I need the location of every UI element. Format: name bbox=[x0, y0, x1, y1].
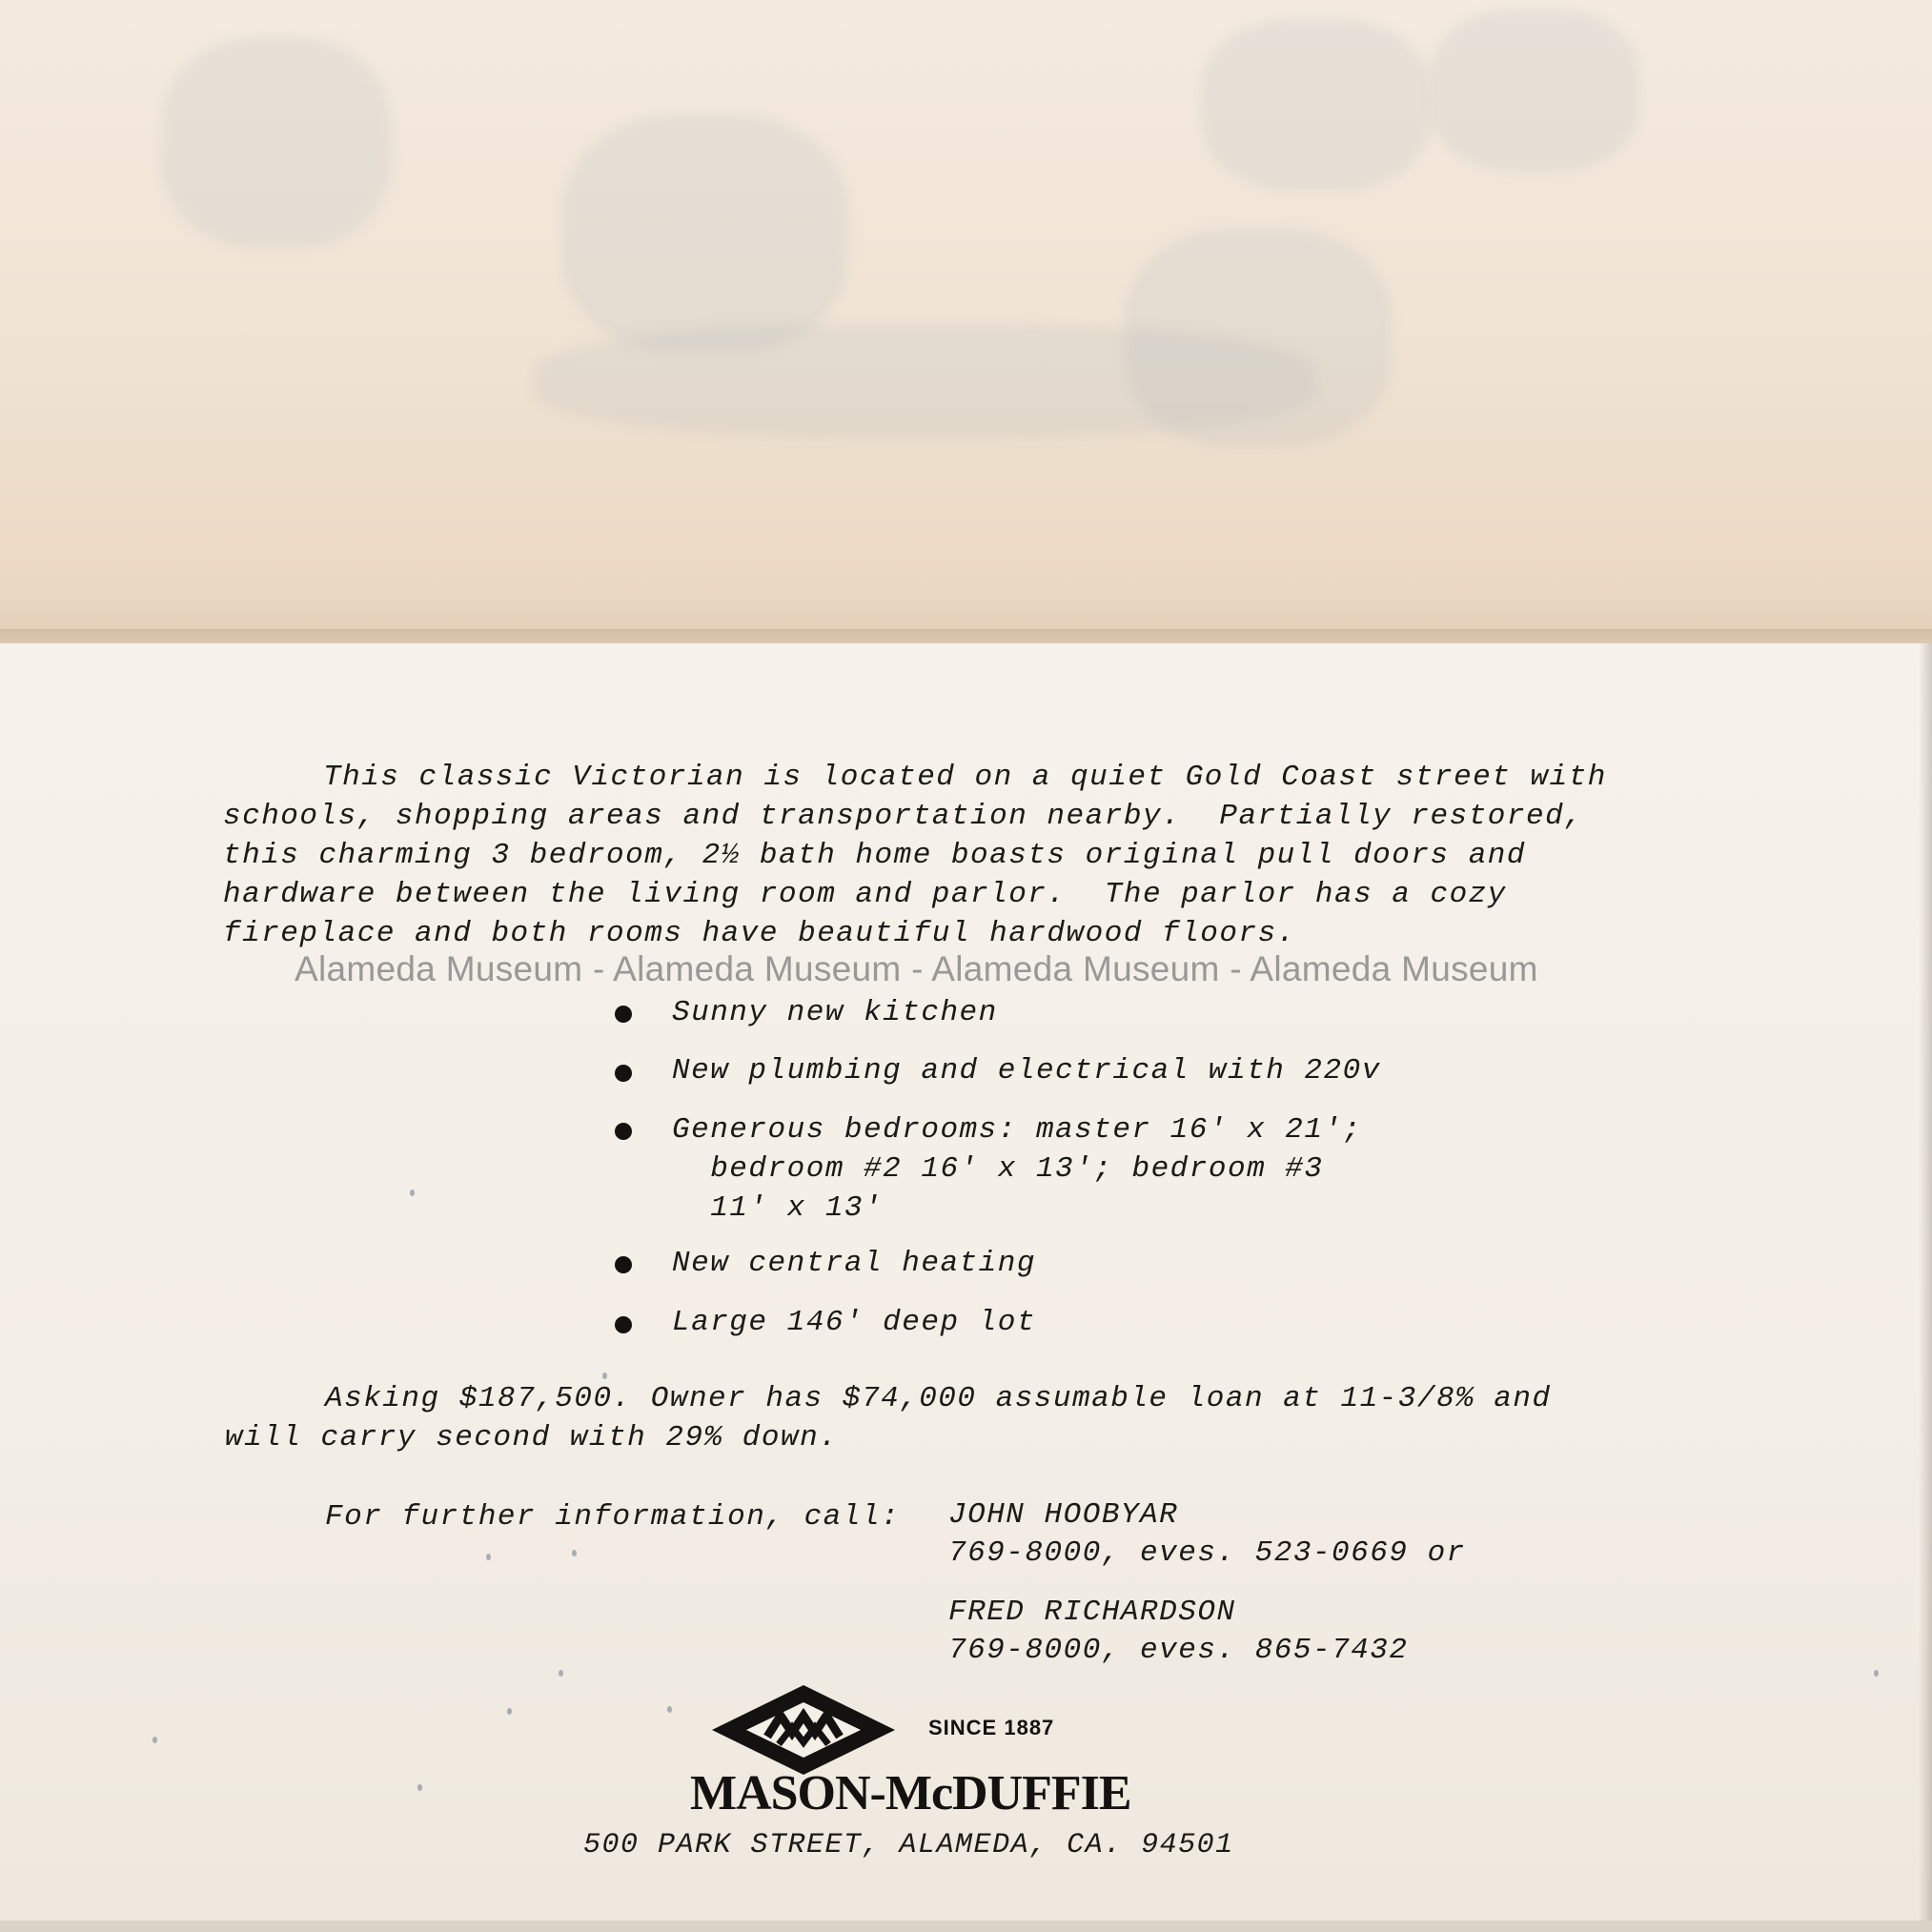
price-line: will carry second with 29% down. bbox=[225, 1421, 839, 1454]
bullet-icon bbox=[615, 1006, 632, 1023]
brokerage-name: MASON-McDUFFIE bbox=[690, 1766, 1131, 1820]
paper-speck bbox=[559, 1670, 563, 1677]
paper-speck bbox=[507, 1708, 512, 1715]
description-line: fireplace and both rooms have beautiful hardwood floors. bbox=[223, 917, 1296, 950]
feature-item: Generous bedrooms: master 16' x 21'; bbox=[672, 1113, 1362, 1147]
since-label: SINCE 1887 bbox=[928, 1716, 1055, 1739]
paper-speck bbox=[153, 1737, 157, 1743]
ghost-print bbox=[562, 114, 848, 353]
feature-item-continued: bedroom #2 16' x 13'; bedroom #3 bbox=[672, 1152, 1324, 1186]
paper-speck bbox=[602, 1373, 607, 1379]
mason-mcduffie-logo-icon bbox=[710, 1683, 897, 1777]
paper-speck bbox=[410, 1190, 415, 1196]
feature-item: Sunny new kitchen bbox=[672, 996, 998, 1029]
feature-item: New plumbing and electrical with 220v bbox=[672, 1054, 1381, 1088]
agent-name: FRED RICHARDSON bbox=[948, 1596, 1236, 1629]
table-surface bbox=[0, 1921, 1932, 1932]
description-line: hardware between the living room and parlor. The parlor has a cozy bbox=[223, 878, 1507, 911]
ghost-print bbox=[1430, 10, 1639, 172]
paper-speck bbox=[667, 1706, 672, 1713]
brokerage-address: 500 PARK STREET, ALAMEDA, CA. 94501 bbox=[583, 1829, 1234, 1861]
ghost-print bbox=[1125, 229, 1392, 448]
ghost-print bbox=[162, 38, 391, 248]
paper-edge bbox=[1919, 643, 1932, 1921]
agent-phone: 769-8000, eves. 523-0669 or bbox=[948, 1536, 1466, 1570]
price-paragraph bbox=[225, 1379, 1552, 1457]
description-line: schools, shopping areas and transportation nearby. Partially restored, bbox=[223, 800, 1584, 833]
ghost-print bbox=[1201, 19, 1430, 191]
bullet-icon bbox=[615, 1316, 632, 1333]
bullet-icon bbox=[615, 1123, 632, 1140]
museum-watermark: Alameda Museum - Alameda Museum - Alameda Museum - Alameda Museum bbox=[295, 949, 1538, 988]
description-line: This classic Victorian is located on a quiet Gold Coast street with bbox=[323, 761, 1607, 794]
agent-name: JOHN HOOBYAR bbox=[948, 1498, 1179, 1532]
description-paragraph bbox=[223, 758, 1607, 953]
feature-item: Large 146' deep lot bbox=[672, 1306, 1036, 1339]
description-line: this charming 3 bedroom, 2½ bath home boasts original pull doors and bbox=[223, 839, 1527, 872]
paper-speck bbox=[1874, 1670, 1879, 1677]
bullet-icon bbox=[615, 1065, 632, 1082]
agent-phone: 769-8000, eves. 865-7432 bbox=[948, 1634, 1409, 1667]
price-line: Asking $187,500. Owner has $74,000 assumable loan at 11-3/8% and bbox=[325, 1382, 1552, 1415]
paper-speck bbox=[417, 1784, 422, 1791]
feature-item-continued: 11' x 13' bbox=[672, 1191, 884, 1225]
paper-speck bbox=[572, 1550, 577, 1556]
bullet-icon bbox=[615, 1256, 632, 1273]
paper-speck bbox=[486, 1554, 491, 1560]
upper-fold-panel bbox=[0, 0, 1932, 643]
contact-label: For further information, call: bbox=[325, 1500, 901, 1534]
feature-item: New central heating bbox=[672, 1247, 1036, 1280]
